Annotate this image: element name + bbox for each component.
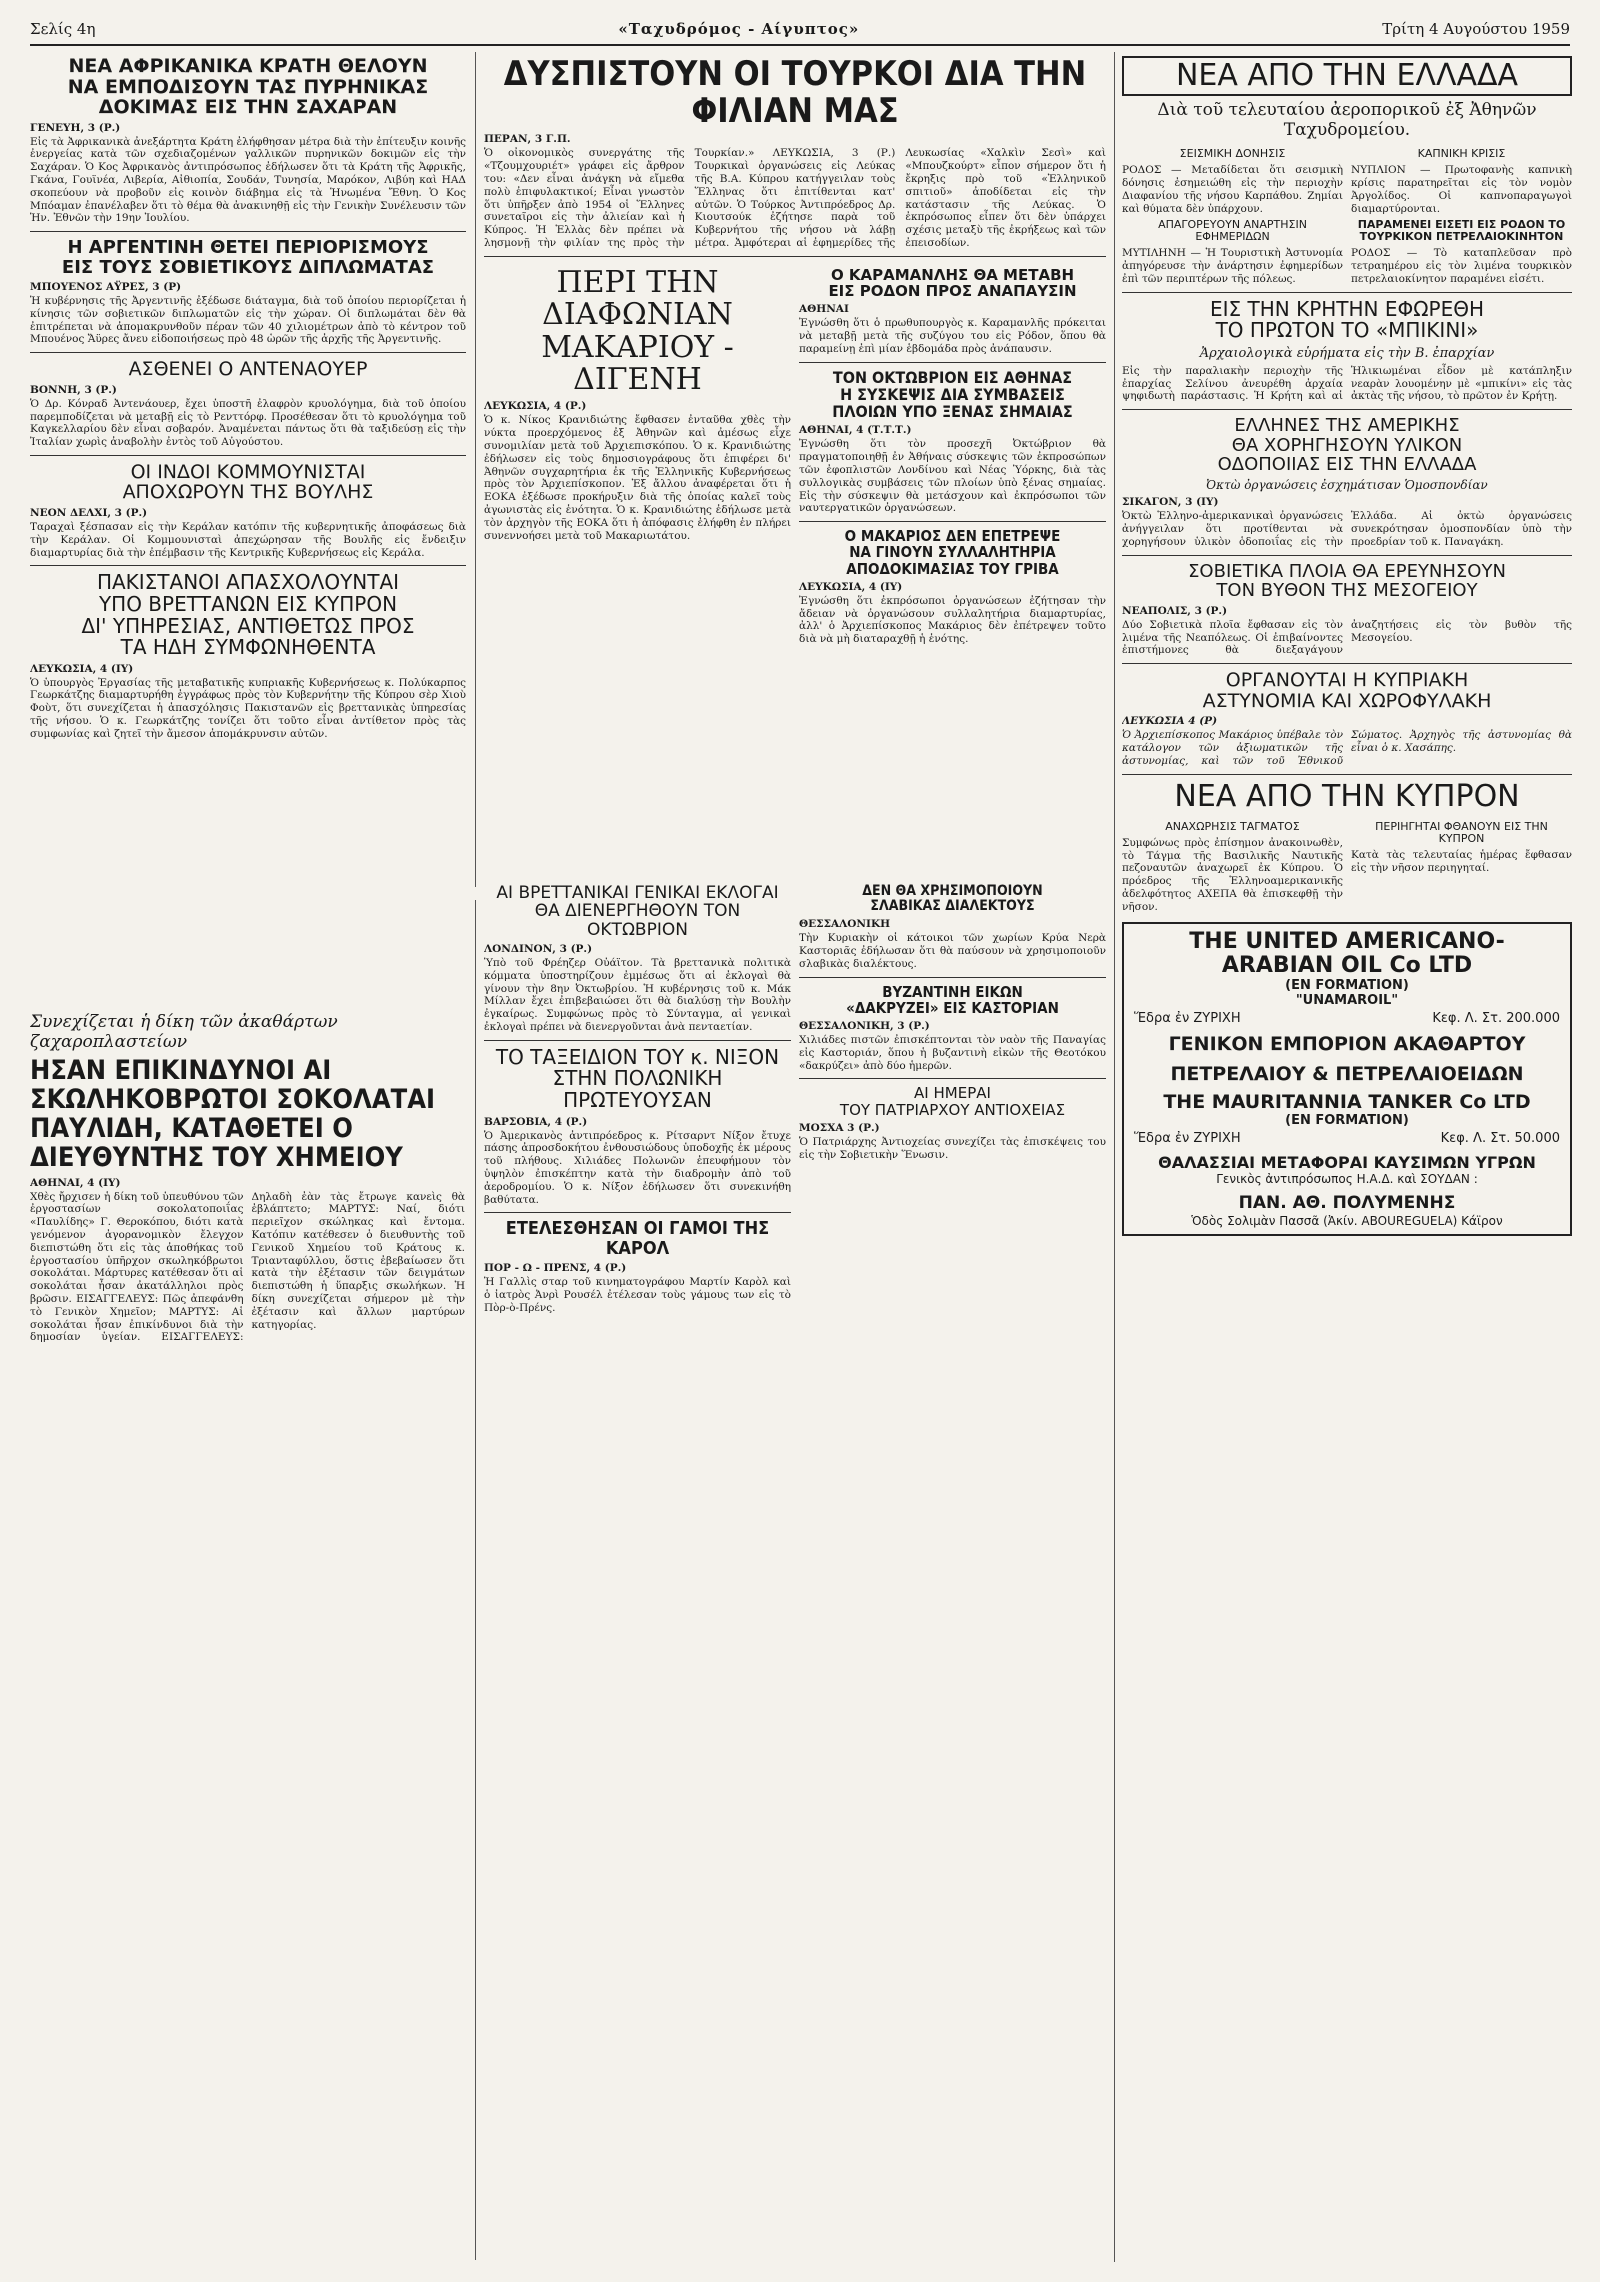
dateline: ΛΕΥΚΩΣΙΑ, 4 (Ρ.)	[484, 400, 587, 413]
article-text: Χθὲς ἤρχισεν ἡ δίκη τοῦ ὑπευθύνου τῶν ἐργοστασίων σοκολατοποιΐας «Παυλίδης» Γ. Θεροκόπου, διότι κατὰ γενόμενον ἀγορανομικὸν ἔλεγχον διεπιστώθη ὅτι εἰς τὰς ἀποθήκας τοῦ ἐργοστασίου ὑπῆρχον σκωληκόβρωτοι σοκολάται. Μάρτυρες κατέθεσαν ὅτι αἱ σοκολάται ἦσαν ἀκατάλληλοι πρὸς βρῶσιν. ΕΙΣΑΓΓΕΛΕΥΣ: Πῶς ἀπεφάνθη τὸ Γενικὸν Χημεῖον; ΜΑΡΤΥΣ: Αἱ σοκολάται ἦσαν ἐπικίνδυνοι διὰ τὴν δημοσίαν ὑγείαν. ΕΙΣΑΓΓΕΛΕΥΣ: Δηλαδὴ ἐὰν τὰς ἔτρωγε κανεὶς θὰ ἐβλάπτετο; ΜΑΡΤΥΣ: Ναί, διότι περιεῖχον σκώληκας καὶ ἔντομα. Κατόπιν κατέθεσεν ὁ διευθυντὴς τοῦ Γενικοῦ Χημείου τοῦ Κράτους κ. Τριανταφύλλου, ὅστις ἐβεβαίωσεν ὅτι κατὰ τὴν ἐξέτασιν τῶν δειγμάτων διεπιστώθη ἡ ὕπαρξις σκωλήκων. Ἡ δίκη συνεχίζεται σήμερον μὲ τὴν ἐξέτασιν καὶ ἄλλων μαρτύρων κατηγορίας.	[30, 1190, 465, 1344]
dateline: ΑΘΗΝΑΙ, 4 (Τ.Τ.Τ.)	[799, 424, 912, 437]
article-text: Ἐγνώσθη ὅτι τὸν προσεχῆ Ὀκτώβριον θὰ πραγματοποιηθῇ ἐν Ἀθήναις σύσκεψις τῶν ἐκπροσώπων τῶν ἐφοπλιστῶν Λονδίνου καὶ Νέας Ὑόρκης, διὰ τὰς συλλογικὰς συμβάσεις τῶν πλοίων ὑπὸ ξένας σημαίας. Εἰς τὴν σύσκεψιν θὰ μετάσχουν καὶ ἐκπρόσωποι τῶν ναυτεργατικῶν ὀργανώσεων.	[799, 438, 1106, 515]
ad-formation: (EN FORMATION)	[1285, 977, 1409, 993]
page-number: Σελίς 4η	[30, 20, 96, 38]
dateline: ΘΕΣΣΑΛΟΝΙΚΗ	[799, 918, 890, 931]
dateline: ΛΕΥΚΩΣΙΑ, 4 (ΙΥ)	[30, 662, 134, 675]
ad-agent-label: Γενικὸς ἀντιπρόσωπος Η.Α.Δ. καὶ ΣΟΥΔΑΝ :	[1216, 1171, 1478, 1186]
article-text: Ὁ Ἀρχιεπίσκοπος Μακάριος ὑπέβαλε τὸν κατάλογον τῶν ἀξιωματικῶν τῆς ἀστυνομίας, καὶ τῶν τοῦ Ἐθνικοῦ Σώματος. Ἀρχηγὸς τῆς ἀστυνομίας θὰ εἶναι ὁ κ. Χασάπης.	[1122, 729, 1572, 767]
subheadline: Συνεχίζεται ἡ δίκη τῶν ἀκαθάρτων ζαχαροπλαστείων	[30, 1012, 338, 1052]
article-text: Εἰς τὴν παραλιακὴν περιοχὴν τῆς ἐπαρχίας Σελίνου ἀνευρέθη ἀρχαία ψηφιδωτὴ παράστασις. Ἡ Κρήτη καὶ αἱ Ἡλικιωμέναι εἶδον μὲ κατάπληξιν νεαρὰν λουομένην μὲ «μπικίνι» εἰς τὰς ἀκτὰς τῆς νήσου, τὸ πρῶτον ἐν Κρήτῃ.	[1122, 364, 1572, 403]
article-text: Ἡ Γαλλὶς σταρ τοῦ κινηματογράφου Μαρτίν Καρὸλ καὶ ὁ ἰατρὸς Ἀνρὶ Ρουσέλ ἐτέλεσαν τοὺς γάμους των εἰς τὸ Πὸρ-ὸ-Πρένς.	[484, 1276, 791, 1314]
ad-trade-line2: ΠΕΤΡΕΛΑΙΟΥ & ΠΕΤΡΕΛΑΙΟΕΙΔΩΝ	[1170, 1062, 1524, 1085]
ad-address: Ὁδὸς Σολιμὰν Πασσᾶ (Ἀκίν. ABOUREGUELA) Κάϊρον	[1191, 1213, 1503, 1228]
dateline: ΜΟΣΧΑ 3 (Ρ.)	[799, 1121, 880, 1134]
dateline: ΛΕΥΚΩΣΙΑ 4 (Ρ)	[1122, 715, 1218, 728]
ad-capital: Κεφ. Λ. Στ. 200.000	[1432, 1010, 1560, 1026]
headline-african-states: ΝΕΑ ΑΦΡΙΚΑΝΙΚΑ ΚΡΑΤΗ ΘΕΛΟΥΝ ΝΑ ΕΜΠΟΔΙΣΟΥΝ ΤΑΣ ΠΥΡΗΝΙΚΑΣ ΔΟΚΙΜΑΣ ΕΙΣ ΤΗΝ ΣΑΧΑΡΑΝ	[67, 55, 429, 119]
dateline: ΜΠΟΥΕΝΟΣ ΑΫΡΕΣ, 3 (Ρ)	[30, 281, 182, 293]
headline-british-elections: ΑΙ ΒΡΕΤΤΑΝΙΚΑΙ ΓΕΝΙΚΑΙ ΕΚΛΟΓΑΙ ΘΑ ΔΙΕΝΕΡΓΗΘΟΥΝ ΤΟΝ ΟΚΤΩΒΡΙΟΝ	[496, 883, 779, 940]
column-rule	[475, 900, 476, 2260]
ad-seat: Ἕδρα ἐν ΖΥΡΙΧΗ	[1134, 1010, 1241, 1026]
article-text: Συμφώνως πρὸς ἐπίσημον ἀνακοινωθὲν, τὸ Τάγμα τῆς Βασιλικῆς Ναυτικῆς πεζοναυτῶν ἀναχωρεῖ ἐκ Κύπρου. Ὁ πρόεδρος τῆς Ἑλληνοαμερικανικῆς ἀδελφότητος ΑΧΕΠΑ θὰ ἐπισκεφθῇ τὴν νῆσον.	[1122, 836, 1343, 913]
article-text: ΡΟΔΟΣ — Μεταδίδεται ὅτι σεισμικὴ δόνησις ἐσημειώθη εἰς τὴν περιοχὴν Διαφανίου τῆς νήσου Καρπάθου. Ζημίαι καὶ θύματα δὲν ὑπάρχουν.	[1122, 164, 1343, 215]
headline-chocolate-trial: ΗΣΑΝ ΕΠΙΚΙΝΔΥΝΟΙ ΑΙ ΣΚΩΛΗΚΟΒΡΩΤΟΙ ΣΟΚΟΛΑΤΑΙ ΠΑΥΛΙΔΗ, ΚΑΤΑΘΕΤΕΙ Ο ΔΙΕΥΘΥΝΤΗΣ ΤΟΥ ΧΗΜΕΙΟΥ	[30, 1055, 436, 1174]
subhead: ΠΑΡΑΜΕΝΕΙ ΕΙΣΕΤΙ ΕΙΣ ΡΟΔΟΝ ΤΟ ΤΟΥΡΚΙΚΟΝ ΠΕΤΡΕΛΑΙΟΚΙΝΗΤΟΝ	[1357, 218, 1566, 244]
subhead: ΠΕΡΙΗΓΗΤΑΙ ΦΘΑΝΟΥΝ ΕΙΣ ΤΗΝ ΚΥΠΡΟΝ	[1375, 819, 1548, 845]
article-text: Ταραχαὶ ξέσπασαν εἰς τὴν Κεράλαν κατόπιν τῆς κυβερνητικῆς ἀποφάσεως διὰ τὴν Κεράλαν. Οἱ Κομμουνισταὶ ἀπεχώρησαν τῆς Βουλῆς εἰς ἔνδειξιν διαμαρτυρίας διὰ τὴν ἐπέμβασιν τῆς Κεντρικῆς Κυβερνήσεως εἰς Κεράλα.	[30, 520, 466, 559]
article-text: Ὁ κ. Νίκος Κρανιδιώτης ἔφθασεν ἐνταῦθα χθὲς τὴν νύκτα προερχόμενος ἐξ Ἀθηνῶν καὶ ἀμέσως εἶχε συνομιλίαν μετὰ τοῦ Ἀρχιεπισκόπου. Ὁ κ. Κρανιδιώτης ἐδήλωσεν εἰς τοὺς δημοσιογράφους ὅτι ἐπιφέρει δι' Ἀθηνῶν συγχαρητήρια ἐκ τῆς Ἑλληνικῆς Κυβερνήσεως πρὸς τὸν Ἀρχιεπίσκοπον. Ἐξ ἄλλου ἀναφέρεται ὅτι ἡ ΕΟΚΑ ἐξέδωσε προκήρυξιν διὰ τῆς ὁποίας καλεῖ τοὺς ἀγωνιστὰς εἰς ἑνότητα. Ὁ κ. Κρανιδιώτης ἐδήλωσε μετὰ τὸν ἀρχηγὸν τῆς ΕΟΚΑ ὅτι ἡ ἀπόφασις ἐλήφθη ἐν πλήρει συνεννοήσει μετὰ τοῦ Μακαριωτάτου.	[484, 414, 791, 542]
headline-shipping-conference: ΤΟΝ ΟΚΤΩΒΡΙΟΝ ΕΙΣ ΑΘΗΝΑΣ Η ΣΥΣΚΕΨΙΣ ΔΙΑ ΣΥΜΒΑΣΕΙΣ ΠΛΟΙΩΝ ΥΠΟ ΞΕΝΑΣ ΣΗΜΑΙΑΣ	[832, 367, 1073, 422]
headline-patriarch-antioch: ΑΙ ΗΜΕΡΑΙ ΤΟΥ ΠΑΤΡΙΑΡΧΟΥ ΑΝΤΙΟΧΕΙΑΣ	[839, 1084, 1066, 1119]
article-text: Ὀκτὼ Ἑλληνο-ἀμερικανικαὶ ὀργανώσεις ἀνήγγειλαν ὅτι προτίθενται νὰ χορηγήσουν ὑλικὸν ὁδοποιΐας εἰς τὴν Ἑλλάδα. Αἱ ὀκτὼ ὀργανώσεις συνεκρότησαν ὁμοσπονδίαν ὑπὸ τὴν προεδρίαν τοῦ κ. Παναγάκη.	[1122, 510, 1572, 549]
column-rule	[475, 52, 476, 887]
oil-company-advertisement	[1122, 922, 1572, 1236]
subhead: ΚΑΠΝΙΚΗ ΚΡΙΣΙΣ	[1417, 147, 1506, 161]
headline-turks-distrust: ΔΥΣΠΙΣΤΟΥΝ ΟΙ ΤΟΥΡΚΟΙ ΔΙΑ ΤΗΝ ΦΙΛΙΑΝ ΜΑΣ	[503, 54, 1087, 131]
column-middle	[484, 52, 1106, 892]
chocolate-trial-article	[30, 1010, 465, 2260]
ad-agent-name: ΠΑΝ. ΑΘ. ΠΟΛΥΜΕΝΗΣ	[1238, 1192, 1456, 1213]
subheadline: Ὀκτὼ ὀργανώσεις ἐσχημάτισαν Ὁμοσπονδίαν	[1206, 478, 1488, 493]
article-text: Τὴν Κυριακὴν οἱ κάτοικοι τῶν χωρίων Κρύα Νερὰ Καστοριᾶς ἐδήλωσαν ὅτι θὰ παύσουν νὰ χρησιμοποιοῦν σλαβικὰς διαλέκτους.	[799, 932, 1106, 970]
article-text: Χιλιάδες πιστῶν ἐπισκέπτονται τὸν ναὸν τῆς Παναγίας εἰς Καστοριάν, ὅπου ἡ βυζαντινὴ εἰκὼν τῆς Θεοτόκου «δακρύζει» ἀπὸ δύο ἡμερῶν.	[799, 1033, 1106, 1072]
ad-brand: "UNAMAROIL"	[1295, 992, 1399, 1008]
dateline: ΘΕΣΣΑΛΟΝΙΚΗ, 3 (Ρ.)	[799, 1019, 930, 1032]
article-text: Εἰς τὰ Ἀφρικανικὰ ἀνεξάρτητα Κράτη ἐλήφθησαν μέτρα διὰ τὴν ἐπίτευξιν κοινῆς ἐνεργείας κατὰ τῶν σχεδιαζομένων γαλλικῶν πυρηνικῶν δοκιμῶν εἰς τὴν Σαχάραν. Ὁ Κος Ἀφρικανὸς ἀντιπρόσωπος ἐδήλωσεν ὅτι τὰ Κράτη τῆς Ἀφρικῆς, Γκάνα, Γουϊνέα, Λιβερία, Αἰθιοπία, Σουδάν, Τυνησία, Μαρόκον, Λιβύη καὶ ΗΑΔ σκοπεύουν νὰ προβοῦν εἰς κοινὸν διάβημα εἰς τὰ Ἡνωμένα Ἔθνη. Ὁ Κος Μπόαμαν ἐπανέλαβεν ὅτι τὸ θέμα θὰ ἀνακινηθῇ εἰς τὴν Γενικὴν Συνέλευσιν τῶν Ἡν. Ἐθνῶν τὴν 19ην Ἰουλίου.	[30, 135, 466, 225]
article-text: Ὁ οἰκονομικὸς συνεργάτης τῆς «Τζουμχουριέτ» γράφει εἰς ἄρθρον του: «Δεν εἶναι ἀνάγκη νὰ εἴμεθα πολὺ ἐπιφυλακτικοί; Εἶναι γνωστὸν ὅτι ὑπῆρξεν ἀπὸ 1954 οἱ Ἕλληνες συνεταῖροι εἰς τὴν ἀλιείαν καὶ ἡ Κύπρος. Ἡ Ἑλλὰς δὲν πρέπει νὰ λησμονῇ τὴν φιλίαν της πρὸς τὴν Τουρκίαν.» ΛΕΥΚΩΣΙΑ, 3 (Ρ.) Τουρκικαὶ ὀργανώσεις εἰς Λεύκας τῆς Β.Α. Κύπρου κατήγγειλαν τοὺς Ἕλληνας ὅτι ἐπιτίθενται κατ' αὐτῶν. Ὁ Τούρκος Ἀντιπρόεδρος Δρ. Κιουτσούκ ἐζήτησε παρὰ τοῦ Κυβερνήτου τῆς νήσου νὰ λάβῃ μέτρα. Ἀμφότεραι αἱ ἐφημερίδες τῆς Λευκωσίας «Χαλκὶν Σεσὶ» καὶ «Μπουζκούρτ» εἶπον σήμερον ὅτι ἡ ἔκρηξις πρὸ τοῦ «Ἑλληνικοῦ σπιτιοῦ» ἀποδίδεται εἰς τὴν κατάστασιν τῆς Λεύκας. Ὁ ἐκπρόσωπος εἶπεν ὅτι δὲν ὑπάρχει σχέσις μεταξὺ τῆς ἐκρήξεως καὶ τῶν ἐπεισοδίων.	[484, 147, 1106, 250]
subheadline: Διὰ τοῦ τελευταίου ἀεροπορικοῦ ἐξ Ἀθηνῶν Ταχυδρομείου.	[1157, 100, 1537, 141]
masthead	[30, 14, 1570, 46]
subhead: ΑΝΑΧΩΡΗΣΙΣ ΤΑΓΜΑΤΟΣ	[1165, 819, 1300, 833]
article-text: Ὁ Δρ. Κόνραδ Ἀντενάουερ, ἔχει ὑποστῆ ἐλαφρὸν κρυολόγημα, διὰ τοῦ ὁποίου παρεμποδίζεται νὰ μεταβῇ εἰς τὸ Ρενττόρφ. Προσέθεσαν ὅτι τὸ κρυολόγημα τοῦ Καγκελλαρίου δὲν εἶναι σοβαρόν. Ἀναμένεται πάντως ὅτι θὰ ταξιδεύσῃ εἰς τὴν Ἰταλίαν χωρὶς ἀναβολὴν ἐντὸς τοῦ Αὐγούστου.	[30, 397, 466, 449]
headline-karamanlis: Ο ΚΑΡΑΜΑΝΛΗΣ ΘΑ ΜΕΤΑΒΗ ΕΙΣ ΡΟΔΟΝ ΠΡΟΣ ΑΝΑΠΑΥΣΙΝ	[828, 265, 1077, 300]
ad-capital: Κεφ. Λ. Στ. 50.000	[1440, 1130, 1560, 1146]
dateline: ΣΙΚΑΓΟΝ, 3 (ΙΥ)	[1122, 496, 1219, 509]
ad-formation: (EN FORMATION)	[1285, 1112, 1409, 1128]
article-text: Ἐγνώσθη ὅτι ὁ πρωθυπουργὸς κ. Καραμανλῆς πρόκειται νὰ μεταβῇ μετὰ τῆς συζύγου του εἰς Ρόδον, ὅπου θὰ παραμείνῃ ἐπὶ μίαν ἑβδομάδα πρὸς ἀνάπαυσιν.	[799, 317, 1106, 355]
dateline: ΒΟΝΝΗ, 3 (Ρ.)	[30, 383, 117, 396]
headline-news-cyprus: ΝΕΑ ΑΠΟ ΤΗΝ ΚΥΠΡΟΝ	[1174, 778, 1520, 814]
dateline: ΝΕΟΝ ΔΕΛΧΙ, 3 (Ρ.)	[30, 506, 148, 519]
headline-argentina: Η ΑΡΓΕΝΤΙΝΗ ΘΕΤΕΙ ΠΕΡΙΟΡΙΣΜΟΥΣ ΕΙΣ ΤΟΥΣ ΣΟΒΙΕΤΙΚΟΥΣ ΔΙΠΛΩΜΑΤΑΣ	[61, 237, 435, 278]
newspaper-name: «Ταχυδρόμος - Αίγυπτος»	[618, 20, 860, 38]
column-left-top	[30, 52, 466, 942]
dateline: ΒΑΡΣΟΒΙΑ, 4 (Ρ.)	[484, 1115, 588, 1128]
headline-makarios-rallies: Ο ΜΑΚΑΡΙΟΣ ΔΕΝ ΕΠΕΤΡΕΨΕ ΝΑ ΓΙΝΟΥΝ ΣΥΛΛΑΛΗΤΗΡΙΑ ΑΠΟΔΟΚΙΜΑΣΙΑΣ ΤΟΥ ΓΡΙΒΑ	[844, 527, 1061, 578]
article-text: ΡΟΔΟΣ — Τὸ καταπλεῦσαν πρὸ τετραημέρου εἰς τὸν λιμένα τουρκικὸν πετρελαιοκίνητον παραμένει εἰσέτι.	[1351, 247, 1572, 285]
ad-company-line2: ARABIAN OIL Co LTD	[1221, 952, 1473, 978]
ad-trade-line1: ΓΕΝΙΚΟΝ ΕΜΠΟΡΙΟΝ ΑΚΑΘΑΡΤΟΥ	[1168, 1032, 1526, 1055]
article-text: Κατὰ τὰς τελευταίας ἡμέρας ἔφθασαν εἰς τὴν νῆσον περιηγηταί.	[1351, 848, 1572, 874]
column-middle-lower	[484, 880, 1106, 2260]
article-text: Ὁ ὑπουργὸς Ἐργασίας τῆς μεταβατικῆς κυπριακῆς Κυβερνήσεως κ. Πολύκαρπος Γεωρκάτζης διαμαρτυρήθη ἐγγράφως πρὸς τὸν Κυβερνήτην τῆς Κύπρου σὲρ Χιοὺ Φοὺτ, ὅτι συνεχίζεται ἡ ἀπασχόλησις Πακιστανῶν εἰς βρεττανικὰς ὑπηρεσίας τῆς νήσου. Ὁ κ. Γεωρκάτζης τονίζει ὅτι τοῦτο εἶναι ἀντίθετον πρὸς τὰς συμφωνίας καὶ ζητεῖ τὴν ἄμεσον ἀπομάκρυνσιν αὐτῶν.	[30, 676, 466, 740]
dateline: ΛΟΝΔΙΝΟΝ, 3 (Ρ.)	[484, 943, 593, 956]
subheadline: Ἀρχαιολογικὰ εὑρήματα εἰς τὴν Β. ἐπαρχίαν	[1199, 345, 1495, 361]
ad-tanker-company: THE MAURITANNIA TANKER Co LTD	[1163, 1090, 1531, 1113]
subhead: ΣΕΙΣΜΙΚΗ ΔΟΝΗΣΙΣ	[1179, 147, 1286, 161]
dateline: ΓΕΝΕΥΗ, 3 (Ρ.)	[30, 121, 121, 134]
article-text: Δύο Σοβιετικὰ πλοῖα ἔφθασαν εἰς τὸν λιμένα τῆς Νεαπόλεως. Οἱ ἐπιβαίνοντες ἐπιστήμονες θὰ διεξαγάγουν ἀναζητήσεις εἰς τὸν βυθὸν τῆς Μεσογείου.	[1122, 618, 1572, 657]
ad-seat: Ἕδρα ἐν ΖΥΡΙΧΗ	[1134, 1130, 1241, 1146]
headline-slavic-dialects: ΔΕΝ ΘΑ ΧΡΗΣΙΜΟΠΟΙΟΥΝ ΣΛΑΒΙΚΑΣ ΔΙΑΛΕΚΤΟΥΣ	[862, 883, 1043, 915]
subhead: ΑΠΑΓΟΡΕΥΟΥΝ ΑΝΑΡΤΗΣΙΝ ΕΦΗΜΕΡΙΔΩΝ	[1158, 218, 1307, 244]
headline-carol-wedding: ΕΤΕΛΕΣΘΗΣΑΝ ΟΙ ΓΑΜΟΙ ΤΗΣ ΚΑΡΟΛ	[505, 1218, 770, 1259]
headline-cyprus-police: ΟΡΓΑΝΟΥΤΑΙ Η ΚΥΠΡΙΑΚΗ ΑΣΤΥΝΟΜΙΑ ΚΑΙ ΧΩΡΟΦΥΛΑΚΗ	[1202, 669, 1492, 712]
dateline: ΠΟΡ - Ω - ΠΡΕΝΣ, 4 (Ρ.)	[484, 1262, 627, 1275]
headline-byzantine-icon: ΒΥΖΑΝΤΙΝΗ ΕΙΚΩΝ «ΔΑΚΡΥΖΕΙ» ΕΙΣ ΚΑΣΤΟΡΙΑΝ	[846, 982, 1059, 1017]
issue-date: Τρίτη 4 Αυγούστου 1959	[1382, 20, 1570, 38]
dateline: ΠΕΡΑΝ, 3 Γ.Π.	[484, 133, 571, 146]
column-rule	[1114, 52, 1115, 2262]
article-text: ΝΥΠΛΙΟΝ — Πρωτοφανὴς καπνικὴ κρίσις παρατηρεῖται εἰς τὸν νομὸν Ἀργολίδος. Οἱ καπνοπαραγωγοὶ διαμαρτύρονται.	[1351, 164, 1572, 215]
article-text: Ἡ κυβέρνησις τῆς Ἀργεντινῆς ἐξέδωσε διάταγμα, διὰ τοῦ ὁποίου περιορίζεται ἡ κίνησις τῶν σοβιετικῶν διπλωματῶν εἰς τὴν χώραν. Οἱ διπλωμάται δὲν θὰ ἐπιτρέπεται νὰ ἀπομακρυνθοῦν πέραν τῶν 40 χιλιομέτρων ἀπὸ τὸ κέντρον τοῦ Μπουένος Ἄϋρες ἄνευ εἰδοποιήσεως πρὸ 48 ὡρῶν τῆς ἀρχῆς τῆς Ἀργεντινῆς.	[30, 295, 466, 346]
article-text: Ὁ Πατριάρχης Ἀντιοχείας συνεχίζει τὰς ἐπισκέψεις του εἰς τὴν Σοβιετικὴν Ἕνωσιν.	[799, 1135, 1106, 1161]
article-text: ΜΥΤΙΛΗΝΗ — Ἡ Τουριστικὴ Ἀστυνομία ἀπηγόρευσε τὴν ἀνάρτησιν ἐφημερίδων ἐπὶ τῶν περιπτέρων τῆς πόλεως.	[1122, 247, 1343, 285]
headline-news-greece: ΝΕΑ ΑΠΟ ΤΗΝ ΕΛΛΑΔΑ	[1122, 56, 1572, 96]
article-text: Ὑπὸ τοῦ Φρέηζερ Οὐάϊτον. Τὰ βρεττανικὰ πολιτικὰ κόμματα ὑποστηρίζουν ἐμμέσως ὅτι αἱ ἐκλογαὶ θὰ γίνουν τὴν 8ην Ὀκτωβρίου. Ἡ κυβέρνησις τοῦ κ. Μάκ Μίλλαν ἔχει ἐπιβεβαιώσει ὅτι θὰ διαλύσῃ τὴν Βουλὴν ἐγκαίρως. Συμφώνως πρὸς τὸ Σύνταγμα, αἱ γενικαὶ ἐκλογαὶ πρέπει νὰ διενεργοῦνται ἀνὰ πενταετίαν.	[484, 957, 791, 1034]
ad-company-line1: THE UNITED AMERICANO-	[1189, 928, 1505, 954]
dateline: ΝΕΑΠΟΛΙΣ, 3 (Ρ.)	[1122, 604, 1228, 617]
dateline: ΛΕΥΚΩΣΙΑ, 4 (ΙΥ)	[799, 580, 903, 593]
headline-greek-americans: ΕΛΛΗΝΕΣ ΤΗΣ ΑΜΕΡΙΚΗΣ ΘΑ ΧΟΡΗΓΗΣΟΥΝ ΥΛΙΚΟΝ ΟΔΟΠΟΙΙΑΣ ΕΙΣ ΤΗΝ ΕΛΛΑΔΑ	[1217, 415, 1477, 476]
headline-crete-bikini: ΕΙΣ ΤΗΝ ΚΡΗΤΗΝ ΕΦΩΡΕΘΗ ΤΟ ΠΡΩΤΟΝ ΤΟ «ΜΠΙΚΙΝΙ»	[1209, 296, 1485, 343]
headline-nixon-warsaw: ΤΟ ΤΑΞΕΙΔΙΟΝ ΤΟΥ κ. ΝΙΞΟΝ ΣΤΗΝ ΠΟΛΩΝΙΚΗ ΠΡΩΤΕΥΟΥΣΑΝ	[495, 1044, 780, 1113]
headline-pakistanis: ΠΑΚΙΣΤΑΝΟΙ ΑΠΑΣΧΟΛΟΥΝΤΑΙ ΥΠΟ ΒΡΕΤΤΑΝΩΝ ΕΙΣ ΚΥΠΡΟΝ ΔΙ' ΥΠΗΡΕΣΙΑΣ, ΑΝΤΙΘΕΤΩΣ ΠΡΟΣ ΤΑ ΗΔΗ ΣΥΜΦΩΝΗΘΕΝΤΑ	[81, 570, 415, 660]
article-text: Ἐγνώσθη ὅτι ἐκπρόσωποι ὀργανώσεων ἐζήτησαν τὴν ἄδειαν νὰ ὀργανώσουν συλλαλητήρια διαμαρτυρίας, ἀλλ' ὁ Ἀρχιεπίσκοπος Μακάριος δὲν ἐπέτρεψεν τοῦτο διὰ νὰ μὴ διαταραχθῇ ἡ ἑνότης.	[799, 594, 1106, 646]
headline-indian-communists: ΟΙ ΙΝΔΟΙ ΚΟΜΜΟΥΝΙΣΤΑΙ ΑΠΟΧΩΡΟΥΝ ΤΗΣ ΒΟΥΛΗΣ	[122, 460, 374, 504]
headline-adenauer: ΑΣΘΕΝΕΙ Ο ΑΝΤΕΝΑΟΥΕΡ	[128, 358, 368, 381]
headline-makarios-digenis: ΠΕΡΙ ΤΗΝ ΔΙΑΦΩΝΙΑΝ ΜΑΚΑΡΙΟΥ - ΔΙΓΕΝΗ	[541, 264, 734, 397]
headline-soviet-ships: ΣΟΒΙΕΤΙΚΑ ΠΛΟΙΑ ΘΑ ΕΡΕΥΝΗΣΟΥΝ ΤΟΝ ΒΥΘΟΝ ΤΗΣ ΜΕΣΟΓΕΙΟΥ	[1188, 560, 1506, 602]
dateline: ΑΘΗΝΑΙ, 4 (ΙΥ)	[30, 1176, 121, 1189]
dateline: ΑΘΗΝΑΙ	[799, 303, 849, 316]
column-right	[1122, 52, 1572, 2262]
article-text: Ὁ Ἀμερικανὸς ἀντιπρόεδρος κ. Ρίτσαρντ Νίξον ἔτυχε πάσης ἀπροσδοκήτου ἐνθουσιώδους ὑποδοχῆς ἐκ μέρους τοῦ πλήθους. Χιλιάδες Πολωνῶν ἐπευφήμουν τὸν ὑψηλὸν ἐπισκέπτην κατὰ τὴν διαδρομὴν ἀπὸ τοῦ ἀεροδρομίου. Ὁ κ. Νίξον ἐδήλωσεν ὅτι συνεκινήθη βαθύτατα.	[484, 1129, 791, 1206]
ad-transport: ΘΑΛΑΣΣΙΑΙ ΜΕΤΑΦΟΡΑΙ ΚΑΥΣΙΜΩΝ ΥΓΡΩΝ	[1158, 1152, 1536, 1172]
